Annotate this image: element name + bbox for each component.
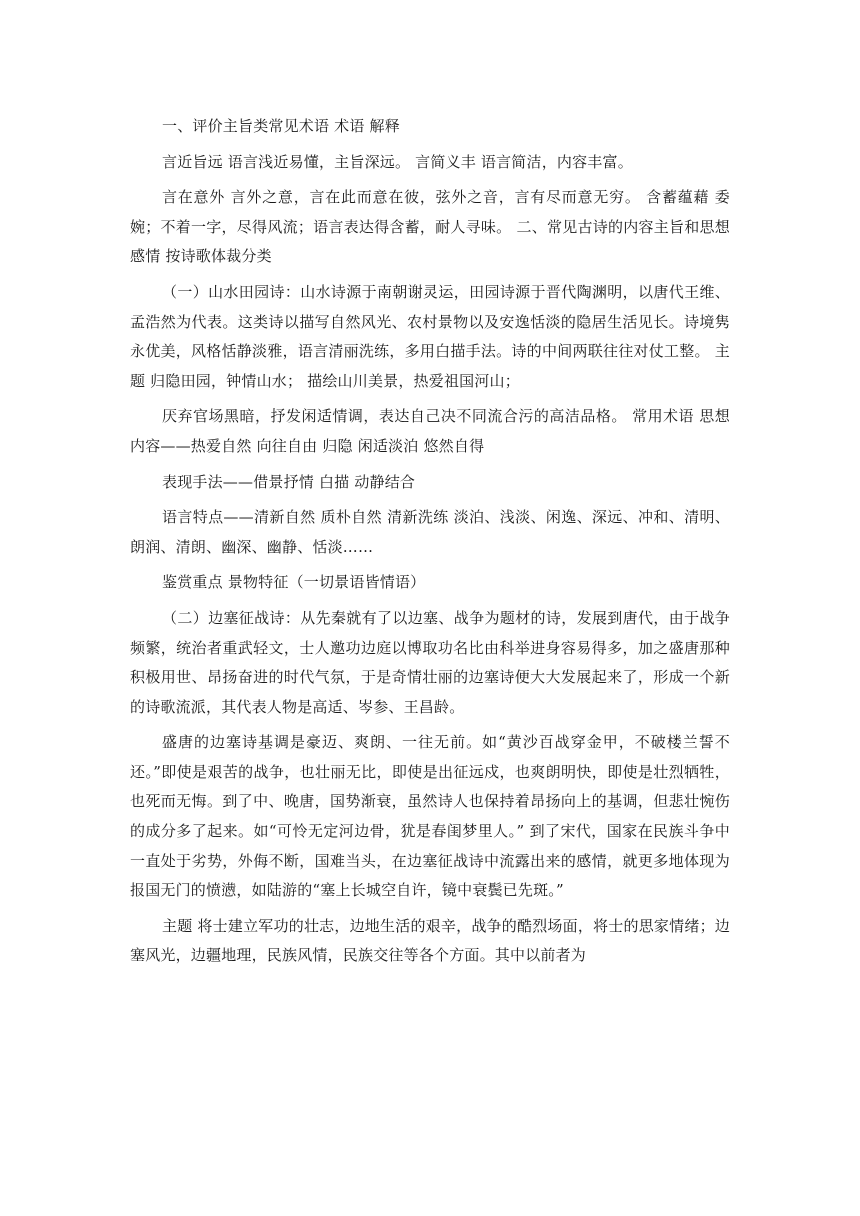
body-paragraph: （一）山水田园诗：山水诗源于南朝谢灵运，田园诗源于晋代陶渊明，以唐代王维、孟浩然为代表。这类诗以描写自然风光、农村景物以及安逸恬淡的隐居生活见长。诗境隽永优美，风格恬静淡雅，语言清丽洗练，多用白描手法。诗的中间两联往往对仗工整。 主题 归隐田园，钟情山水； 描绘山川美景，热爱祖国河山； xyxy=(130,282,730,390)
body-paragraph: 语言特点——清新自然 质朴自然 清新洗练 淡泊、浅淡、闲逸、深远、冲和、清明、朗润、清朗、幽深、幽静、恬淡…… xyxy=(130,508,730,556)
body-paragraph: 言近旨远 语言浅近易懂，主旨深远。 言简义丰 语言简洁，内容丰富。 xyxy=(162,152,633,171)
body-paragraph: 表现手法——借景抒情 白描 动静结合 xyxy=(162,472,416,491)
heading-paragraph: 一、评价主旨类常见术语 术语 解释 xyxy=(162,117,400,135)
body-paragraph: （二）边塞征战诗：从先秦就有了以边塞、战争为题材的诗，发展到唐代，由于战争频繁，统治者重武轻文，士人邀功边庭以博取功名比由科举进身容易得多，加之盛唐那种积极用世、昂扬奋进的时代气氛，于是奇情壮丽的边塞诗便大大发展起来了，形成一个新的诗歌流派，其代表人物是高适、岑参、王昌龄。 xyxy=(130,608,730,716)
body-paragraph: 厌弃官场黑暗，抒发闲适情调，表达自己决不同流合污的高洁品格。 常用术语 思想内容——热爱自然 向往自由 归隐 闲适淡泊 悠然自得 xyxy=(130,407,730,455)
document-body xyxy=(130,112,730,977)
body-paragraph: 盛唐的边塞诗基调是豪迈、爽朗、一往无前。如“黄沙百战穿金甲，不破楼兰誓不还。”即使是艰苦的战争，也壮丽无比，即使是出征远戍，也爽朗明快，即使是壮烈牺牲，也死而无悔。到了中、晚唐，国势渐衰，虽然诗人也保持着昂扬向上的基调，但悲壮惋伤的成分多了起来。如“可怜无定河边骨，犹是春闺梦里人。” 到了宋代，国家在民族斗争中一直处于劣势，外侮不断，国难当头，在边塞征战诗中流露出来的感情，就更多地体现为报国无门的愤懑，如陆游的“塞上长城空自许，镜中衰鬓已先斑。” xyxy=(130,733,730,900)
body-paragraph: 主题 将士建立军功的壮志，边地生活的艰辛，战争的酷烈场面，将士的思家情绪；边塞风光，边疆地理，民族风情，民族交往等各个方面。其中以前者为 xyxy=(130,916,730,965)
body-paragraph: 鉴赏重点 景物特征（一切景语皆情语） xyxy=(162,573,426,592)
body-paragraph: 言在意外 言外之意，言在此而意在彼，弦外之音，言有尽而意无穷。 含蓄蕴藉 委婉；不着一字，尽得风流；语言表达得含蓄，耐人寻味。 二、常见古诗的内容主旨和思想感情 按诗歌体裁分类 xyxy=(130,188,730,266)
